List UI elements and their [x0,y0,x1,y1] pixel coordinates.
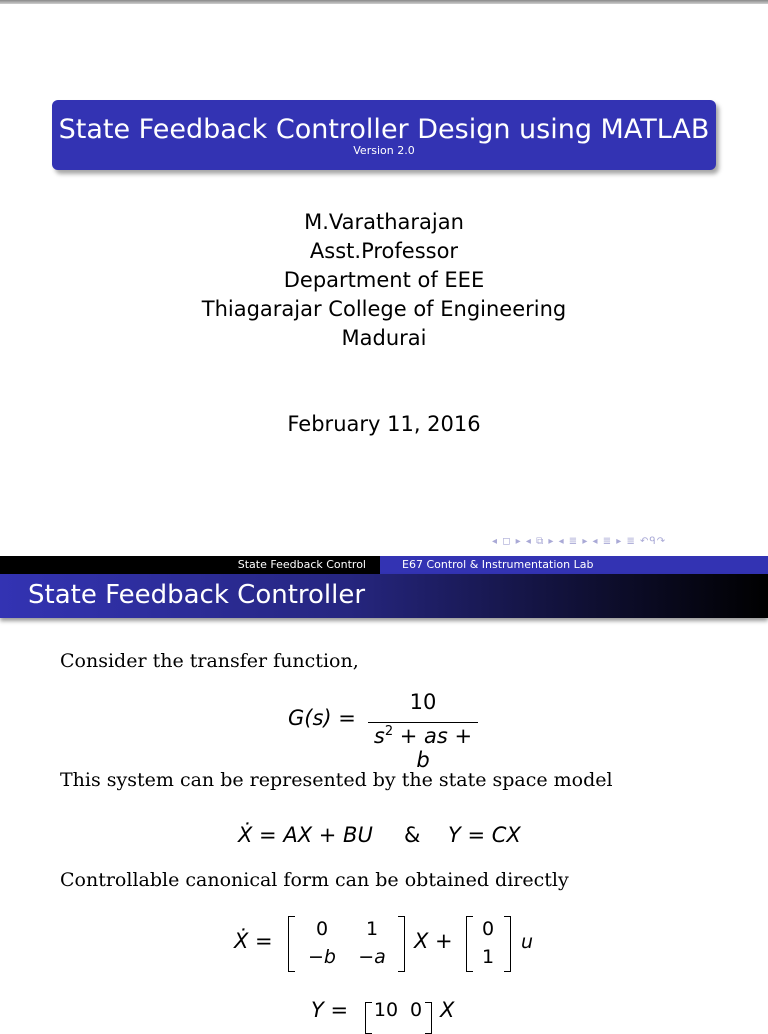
ampersand: & [404,823,421,847]
matrix-c-right-bracket [425,1002,432,1034]
transfer-function [288,690,488,772]
beamer-navigation-icons[interactable]: ◂ ◻ ▸ ◂ ⧉ ▸ ◂ ≣ ▸ ◂ ≣ ▸ ≣ ↶ᑫ↷ [492,536,667,547]
state-equation: Ẋ = AX + BU [238,823,373,847]
b-2: 1 [481,946,495,968]
b-1: 0 [481,918,495,940]
matrix-b-left-bracket [466,916,473,972]
author-block [0,208,768,353]
output-equation: Y = CX [448,823,521,847]
a-21: −b [308,946,336,968]
author-city: Madurai [341,326,427,350]
a-22: −a [358,946,386,968]
ccf-u: u [521,931,534,953]
author-college: Thiagarajar College of Engineering [201,297,567,321]
tf-lhs: G(s) = [288,706,356,730]
c-1: 10 [373,999,399,1021]
presentation-date: February 11, 2016 [287,412,481,436]
body-text-2: This system can be represented by the state space model [60,769,613,791]
matrix-a-left-bracket [288,916,295,972]
author-name: M.Varatharajan [304,210,464,234]
headline-section[interactable]: State Feedback Control [0,556,380,574]
top-border [0,0,768,4]
frame-title: State Feedback Controller [28,580,366,610]
ccf-lhs: Ẋ = [234,929,273,953]
fraction-bar [368,722,478,723]
a-12: 1 [365,918,379,940]
matrix-b-right-bracket [504,916,511,972]
tf-denominator: $s^2$ + as + b [373,724,473,772]
slide-headline [0,556,768,574]
output-x: X [440,998,455,1022]
c-2: 0 [409,999,423,1021]
presentation-title: State Feedback Controller Design using MATLAB [58,114,710,145]
ccf-mid: X + [414,929,453,953]
body-text-1: Consider the transfer function, [60,650,359,672]
body-text-3: Controllable canonical form can be obtained directly [60,869,569,891]
version-label: Version 2.0 [353,144,415,157]
headline-subsection[interactable]: E67 Control & Instrumentation Lab [380,556,768,574]
matrix-a-right-bracket [398,916,405,972]
frame-title-bar [0,574,768,618]
author-department: Department of EEE [283,268,485,292]
author-title: Asst.Professor [309,239,459,263]
tf-numerator: 10 [409,690,437,714]
title-box [52,100,716,170]
a-11: 0 [315,918,329,940]
output-lhs: Y = [311,998,349,1022]
